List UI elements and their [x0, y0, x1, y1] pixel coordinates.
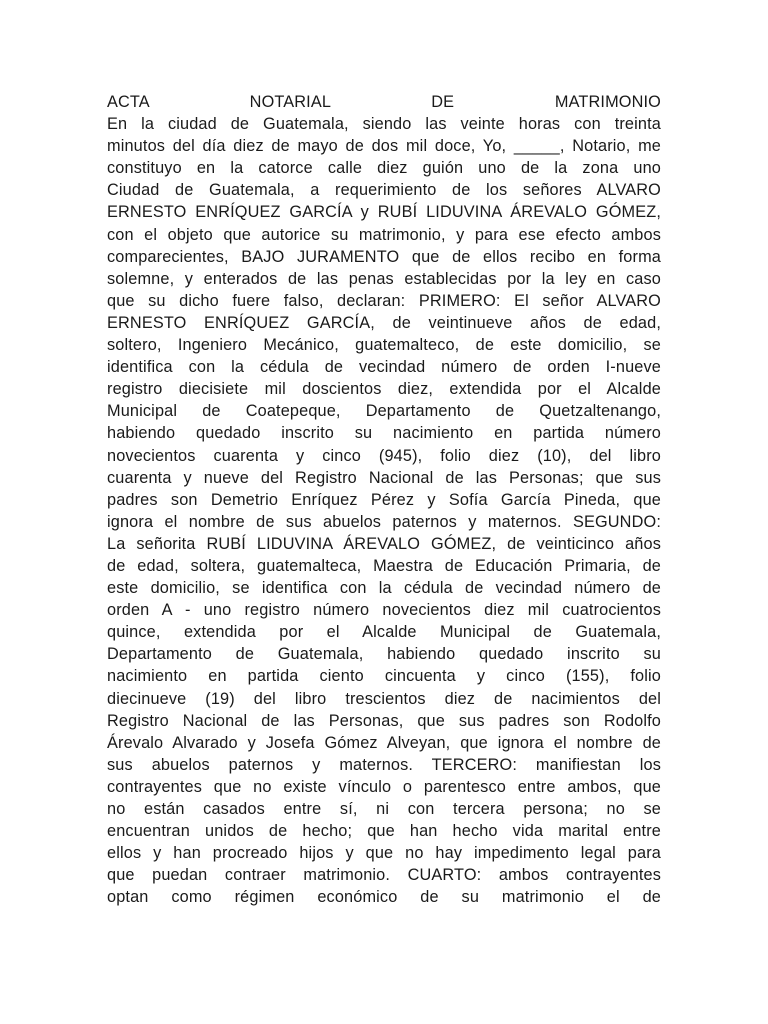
text-line: Departamento de Guatemala, habiendo quedado inscrito su: [107, 645, 661, 664]
text-line: diecinueve (19) del libro trescientos diez de nacimientos del: [107, 689, 661, 708]
text-line: padres son Demetrio Enríquez Pérez y Sofía García Pineda, que: [107, 490, 661, 509]
document-body: [107, 91, 661, 908]
text-line: novecientos cuarenta y cinco (945), folio diez (10), del libro: [107, 446, 661, 465]
text-line: sus abuelos paternos y maternos. TERCERO: manifiestan los: [107, 755, 661, 774]
text-line: solemne, y enterados de las penas establecidas por la ley en caso: [107, 269, 661, 288]
text-line: ERNESTO ENRÍQUEZ GARCÍA y RUBÍ LIDUVINA ÁREVALO GÓMEZ,: [107, 203, 661, 222]
text-line: este domicilio, se identifica con la cédula de vecindad número de: [107, 579, 661, 598]
text-line: que puedan contraer matrimonio. CUARTO: ambos contrayentes: [107, 866, 661, 885]
text-line: de edad, soltera, guatemalteca, Maestra de Educación Primaria, de: [107, 556, 661, 575]
text-line: Municipal de Coatepeque, Departamento de Quetzaltenango,: [107, 402, 661, 421]
text-line: ignora el nombre de sus abuelos paternos y maternos. SEGUNDO:: [107, 512, 661, 531]
text-line: En la ciudad de Guatemala, siendo las veinte horas con treinta: [107, 115, 661, 134]
text-line: habiendo quedado inscrito su nacimiento en partida número: [107, 424, 661, 443]
text-line: no están casados entre sí, ni con tercera persona; no se: [107, 800, 661, 818]
text-line: que su dicho fuere falso, declaran: PRIMERO: El señor ALVARO: [107, 291, 661, 310]
text-line: cuarenta y nueve del Registro Nacional de las Personas; que sus: [107, 468, 661, 487]
text-line: Árevalo Alvarado y Josefa Gómez Alveyan, que ignora el nombre de: [107, 733, 661, 752]
text-line: identifica con la cédula de vecindad número de orden I-nueve: [107, 358, 661, 377]
text-line: orden A - uno registro número novecientos diez mil cuatrocientos: [107, 601, 661, 620]
text-line: constituyo en la catorce calle diez guión uno de la zona uno: [107, 159, 661, 178]
document-title: ACTA NOTARIAL DE MATRIMONIO: [107, 93, 661, 111]
text-line: quince, extendida por el Alcalde Municipal de Guatemala,: [107, 623, 661, 642]
text-line: soltero, Ingeniero Mecánico, guatemalteco, de este domicilio, se: [107, 336, 661, 355]
text-line: optan como régimen económico de su matrimonio el de: [107, 888, 661, 907]
text-line: minutos del día diez de mayo de dos mil doce, Yo, _____, Notario, me: [107, 137, 661, 156]
text-line: ellos y han procreado hijos y que no hay impedimento legal para: [107, 844, 661, 863]
text-line: encuentran unidos de hecho; que han hecho vida marital entre: [107, 822, 661, 841]
text-line: ERNESTO ENRÍQUEZ GARCÍA, de veintinueve años de edad,: [107, 313, 661, 332]
text-line: Ciudad de Guatemala, a requerimiento de los señores ALVARO: [107, 181, 661, 200]
text-line: nacimiento en partida ciento cincuenta y cinco (155), folio: [107, 667, 661, 686]
text-line: con el objeto que autorice su matrimonio, y para ese efecto ambos: [107, 225, 661, 244]
text-line: comparecientes, BAJO JURAMENTO que de ellos recibo en forma: [107, 247, 661, 266]
text-line: registro diecisiete mil doscientos diez, extendida por el Alcalde: [107, 380, 661, 399]
text-line: La señorita RUBÍ LIDUVINA ÁREVALO GÓMEZ, de veinticinco años: [107, 534, 661, 553]
text-line: Registro Nacional de las Personas, que sus padres son Rodolfo: [107, 711, 661, 730]
text-line: contrayentes que no existe vínculo o parentesco entre ambos, que: [107, 777, 661, 796]
